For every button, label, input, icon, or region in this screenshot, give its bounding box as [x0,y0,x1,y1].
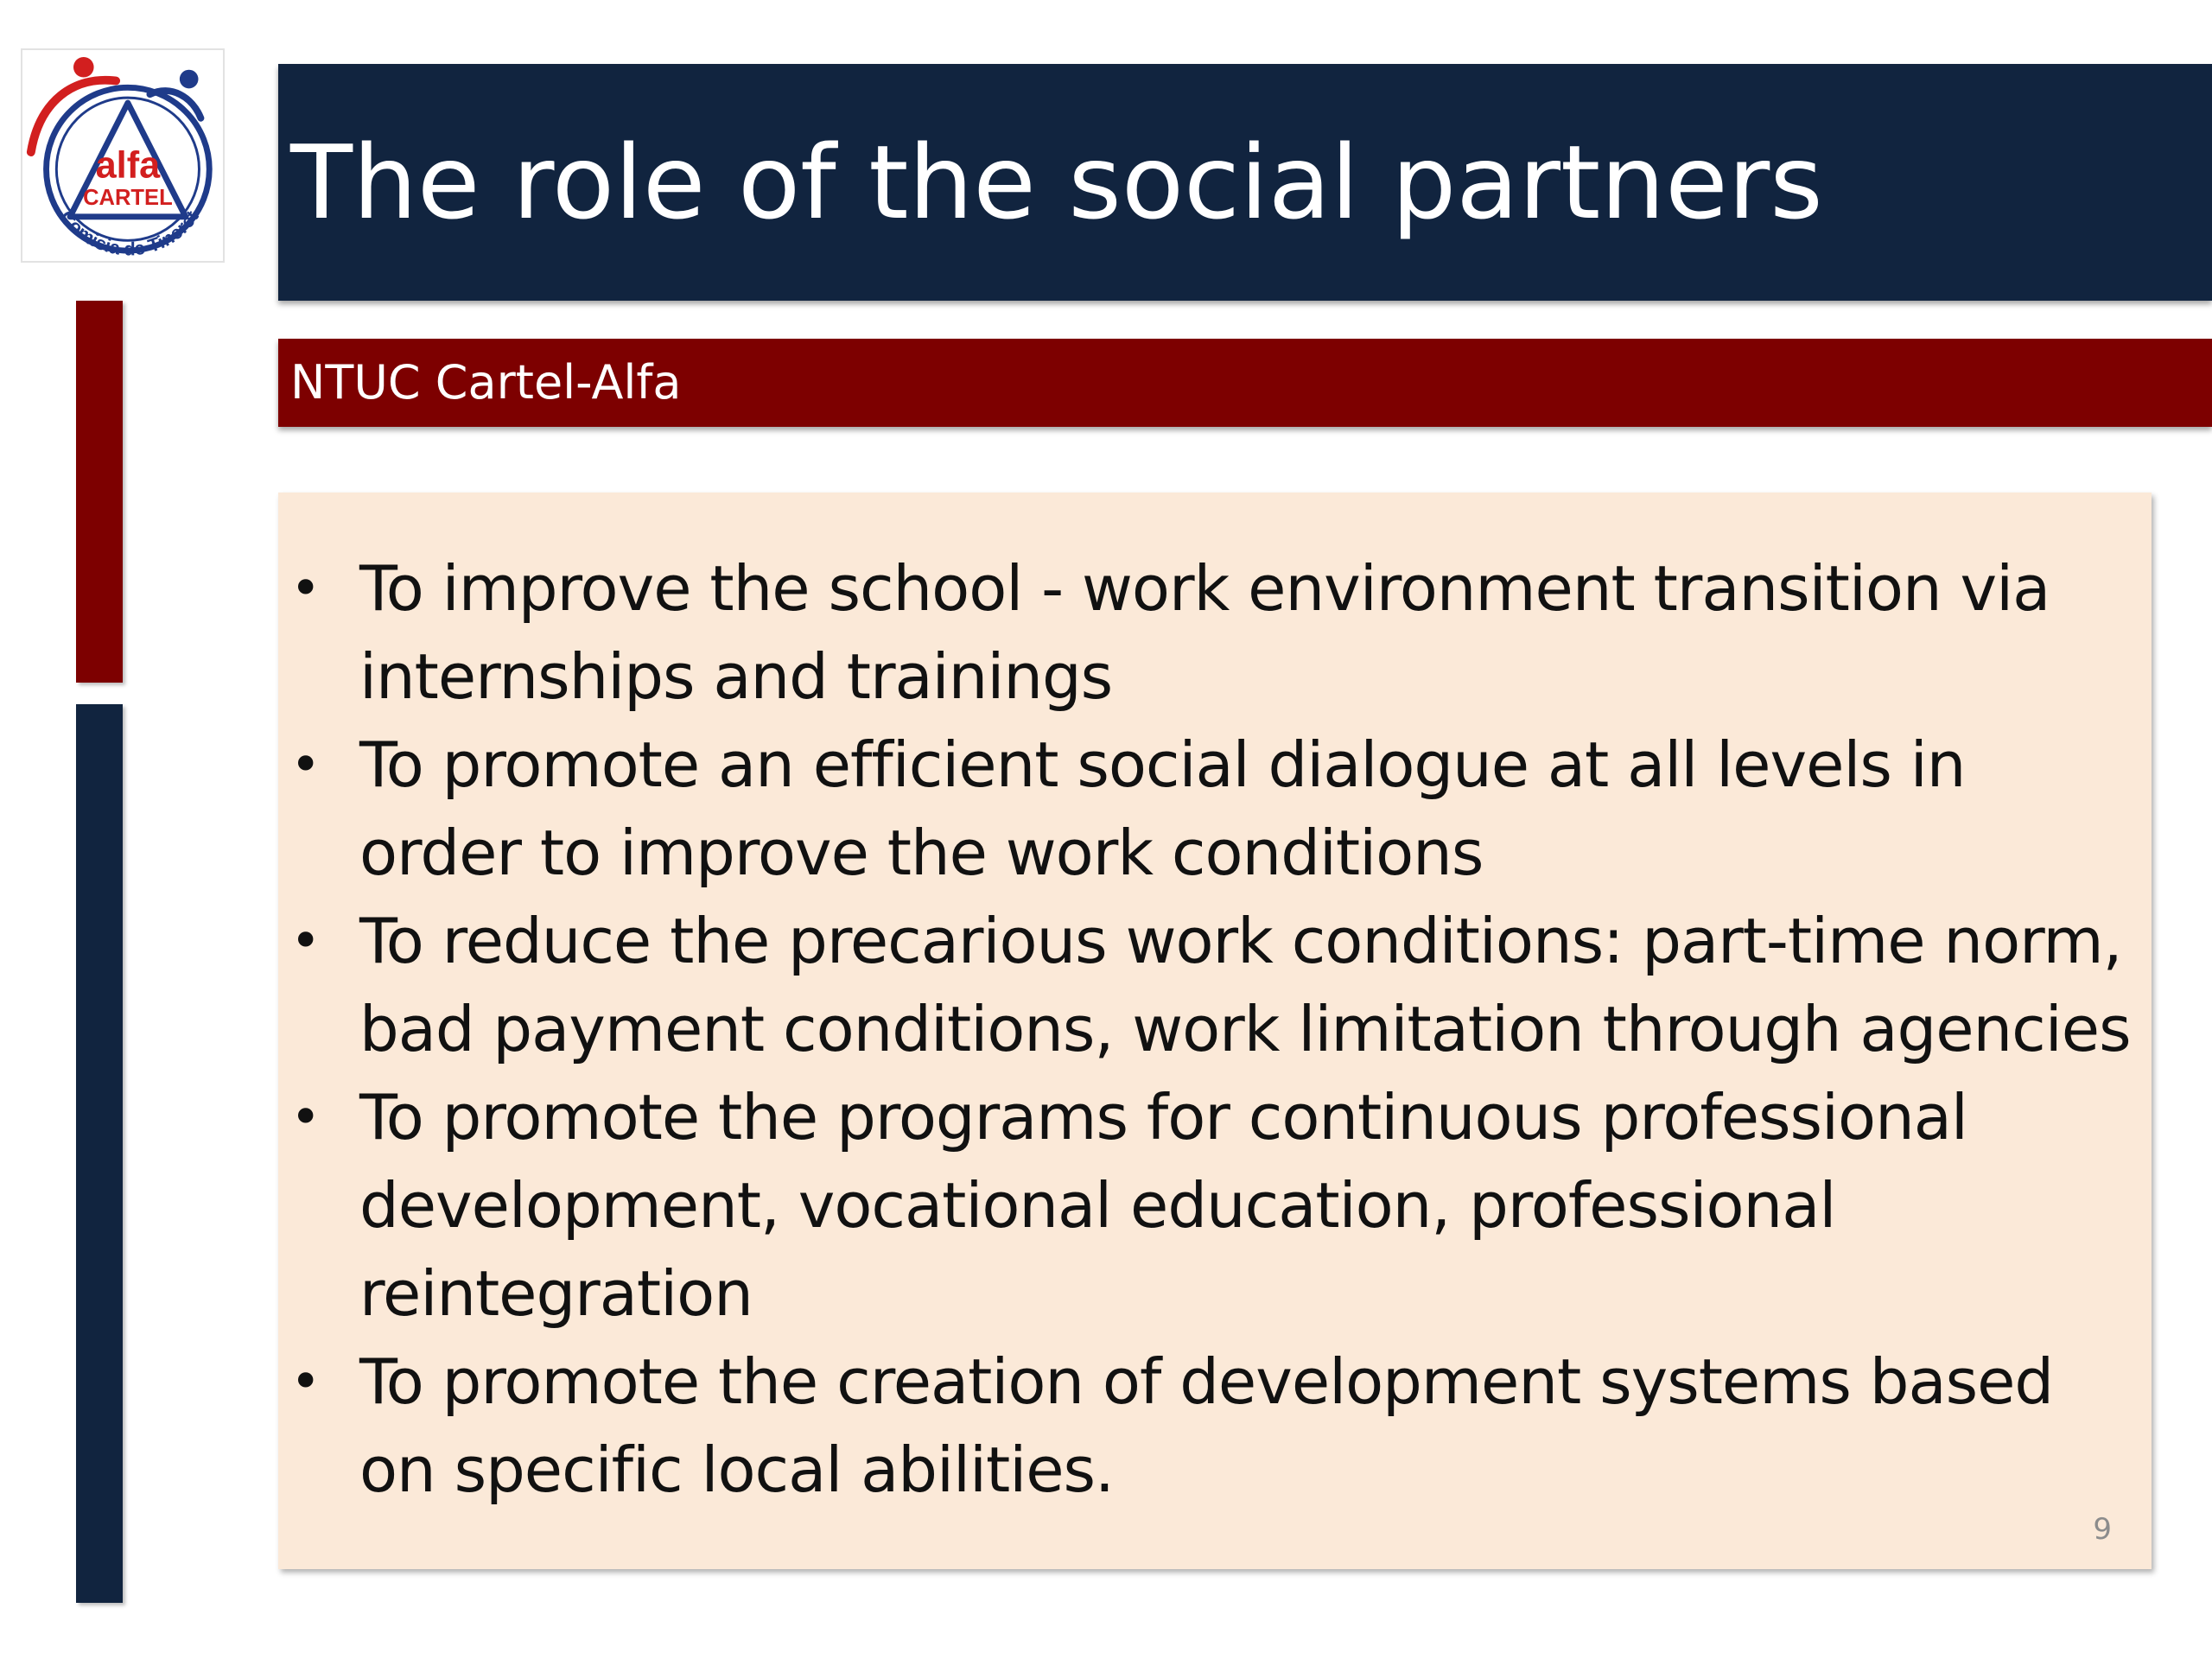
bullet-item [278,1073,2152,1338]
logo-emblem-icon [22,50,223,261]
page-number: 9 [2093,1512,2112,1547]
bullet-text: To reduce the precarious work conditions: part-time norm, bad payment conditions, work limitation through agencies [359,905,2131,1065]
slide-title: The role of the social partners [290,123,1823,242]
bullet-item [278,897,2152,1073]
title-banner [278,64,2212,301]
bullet-item [278,544,2152,721]
bullet-dot-icon: • [290,911,321,971]
subtitle-banner [278,339,2212,427]
bullet-text: To promote the creation of development systems based on specific local abilities. [359,1345,2054,1506]
bullet-item [278,1338,2152,1514]
logo-word: alfa [95,144,161,187]
alfa-cartel-logo [21,48,225,263]
bullet-text: To improve the school - work environment transition via internships and trainings [359,552,2050,713]
logo-arc-text: Comisia de Tineret [55,206,203,260]
bullet-dot-icon: • [290,734,321,795]
bullet-dot-icon: • [290,558,321,619]
slide-subtitle: NTUC Cartel-Alfa [290,355,682,410]
content-box [278,493,2152,1569]
decorative-navy-bar [76,704,123,1603]
bullet-text: To promote an efficient social dialogue at all levels in order to improve the work conditions [359,728,1966,889]
decorative-red-bar [76,301,123,683]
bullet-dot-icon: • [290,1087,321,1147]
bullet-item [278,721,2152,897]
bullet-text: To promote the programs for continuous professional development, vocational education, professional reintegration [359,1081,1967,1330]
bullet-list [278,544,2152,1514]
bullet-dot-icon: • [290,1351,321,1412]
logo-subword: CARTEL [83,186,173,211]
